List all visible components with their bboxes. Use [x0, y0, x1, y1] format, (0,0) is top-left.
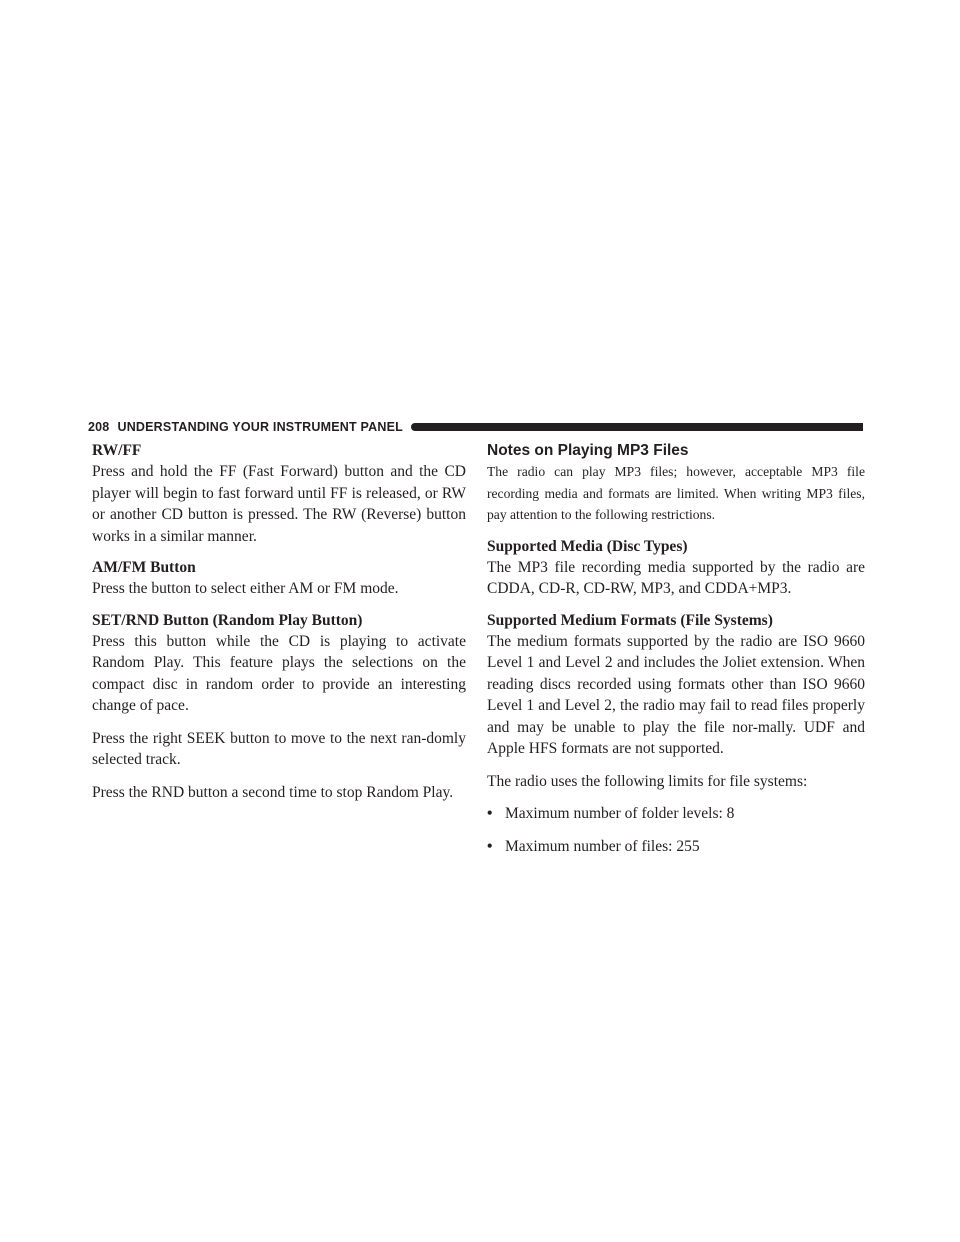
- header-rule: [411, 423, 863, 431]
- media-heading: Supported Media (Disc Types): [487, 537, 688, 555]
- list-item: [487, 803, 865, 825]
- rwff-heading: RW/FF: [92, 442, 142, 459]
- limits-list: [487, 803, 865, 857]
- left-column: [92, 441, 466, 803]
- page-header: [88, 419, 863, 435]
- amfm-heading: AM/FM Button: [92, 559, 196, 576]
- amfm-paragraph: Press the button to select either AM or FM mode.: [92, 580, 399, 597]
- rwff-paragraph: Press and hold the FF (Fast Forward) button and the CD player will begin to fast forward until FF is released, or RW or another CD button is pressed. The RW (Reverse) button works in a similar manner.: [92, 463, 466, 545]
- seek-paragraph: Press the right SEEK button to move to the next ran-domly selected track.: [92, 729, 466, 768]
- stop-random-paragraph: Press the RND button a second time to stop Random Play.: [92, 783, 454, 801]
- list-item-text: Maximum number of folder levels: 8: [505, 805, 735, 822]
- media-paragraph: The MP3 file recording media supported by the radio are CDDA, CD-R, CD-RW, MP3, and CDDA+MP3.: [487, 558, 865, 597]
- setrnd-paragraph: Press this button while the CD is playing to activate Random Play. This feature plays the selections on the compact disc in random order to provide an interesting change of pace.: [92, 632, 466, 714]
- list-item: [487, 836, 865, 858]
- mp3-paragraph: The radio can play MP3 files; however, acceptable MP3 file recording media and formats are limited. When writing MP3 files, pay attention to the following restrictions.: [487, 464, 865, 522]
- bullet-icon: •: [487, 837, 493, 855]
- formats-paragraph: The medium formats supported by the radio are ISO 9660 Level 1 and Level 2 and includes the Joliet extension. When reading discs recorded using formats other than ISO 9660 Level 1 and Level 2, the radio may fail to read files properly and may be unable to play the file nor-mally. UDF and Apple HFS formats are not supported.: [487, 632, 865, 757]
- list-item-text: Maximum number of files: 255: [505, 837, 700, 855]
- setrnd-heading: SET/RND Button (Random Play Button): [92, 611, 363, 629]
- section-title: UNDERSTANDING YOUR INSTRUMENT PANEL: [117, 420, 403, 434]
- formats-heading: Supported Medium Formats (File Systems): [487, 611, 773, 629]
- mp3-heading: Notes on Playing MP3 Files: [487, 442, 689, 459]
- right-column: [487, 441, 865, 868]
- limits-paragraph: The radio uses the following limits for file systems:: [487, 772, 808, 790]
- page-number: 208: [88, 420, 110, 434]
- bullet-icon: •: [487, 805, 493, 822]
